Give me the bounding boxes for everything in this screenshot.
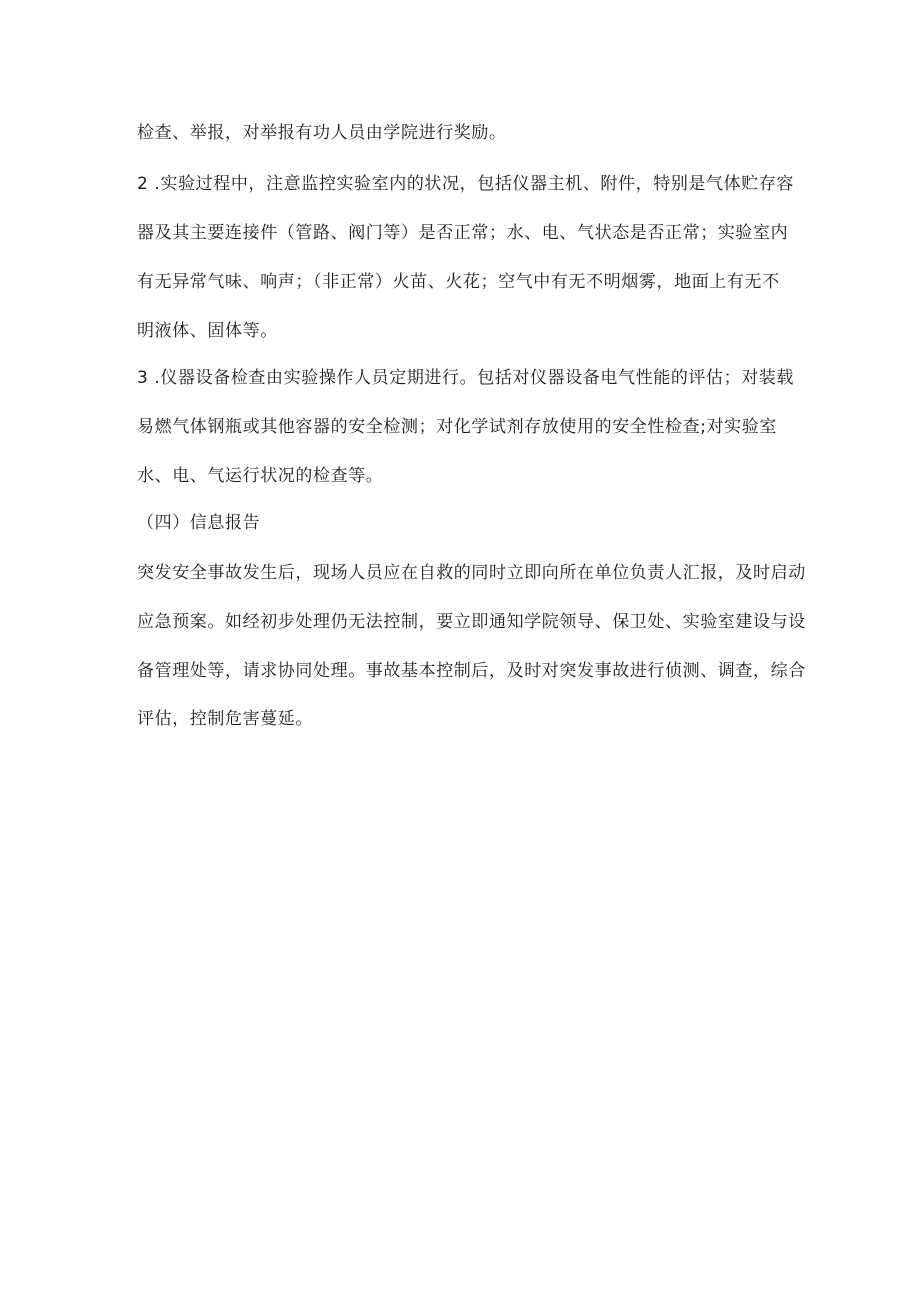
paragraph-line: 明液体、固体等。 [137,321,278,341]
paragraph-line: 3 .仪器设备检查由实验操作人员定期进行。包括对仪器设备电气性能的评估；对装载 [137,368,795,388]
paragraph-line: 应急预案。如经初步处理仍无法控制，要立即通知学院领导、保卫处、实验室建设与设 [137,612,806,632]
paragraph-line: 器及其主要连接件（管路、阀门等）是否正常；水、电、气状态是否正常；实验室内 [137,223,789,243]
section-heading: （四）信息报告 [137,513,261,533]
paragraph-line: 突发安全事故发生后，现场人员应在自救的同时立即向所在单位负责人汇报，及时启动 [137,563,806,583]
paragraph-line: 有无异常气味、响声；（非正常）火苗、火花；空气中有无不明烟雾，地面上有无不 [137,272,780,292]
paragraph-line: 2 .实验过程中，注意监控实验室内的状况，包括仪器主机、附件，特别是气体贮存容 [137,174,795,194]
paragraph-line: 备管理处等，请求协同处理。事故基本控制后，及时对突发事故进行侦测、调查，综合 [137,661,806,681]
paragraph-line: 检查、举报，对举报有功人员由学院进行奖励。 [137,123,507,143]
paragraph-line: 评估，控制危害蔓延。 [137,709,313,729]
paragraph-line: 易燃气体钢瓶或其他容器的安全检测；对化学试剂存放使用的安全性检查;对实验室 [137,417,777,437]
paragraph-line: 水、电、气运行状况的检查等。 [137,466,384,486]
